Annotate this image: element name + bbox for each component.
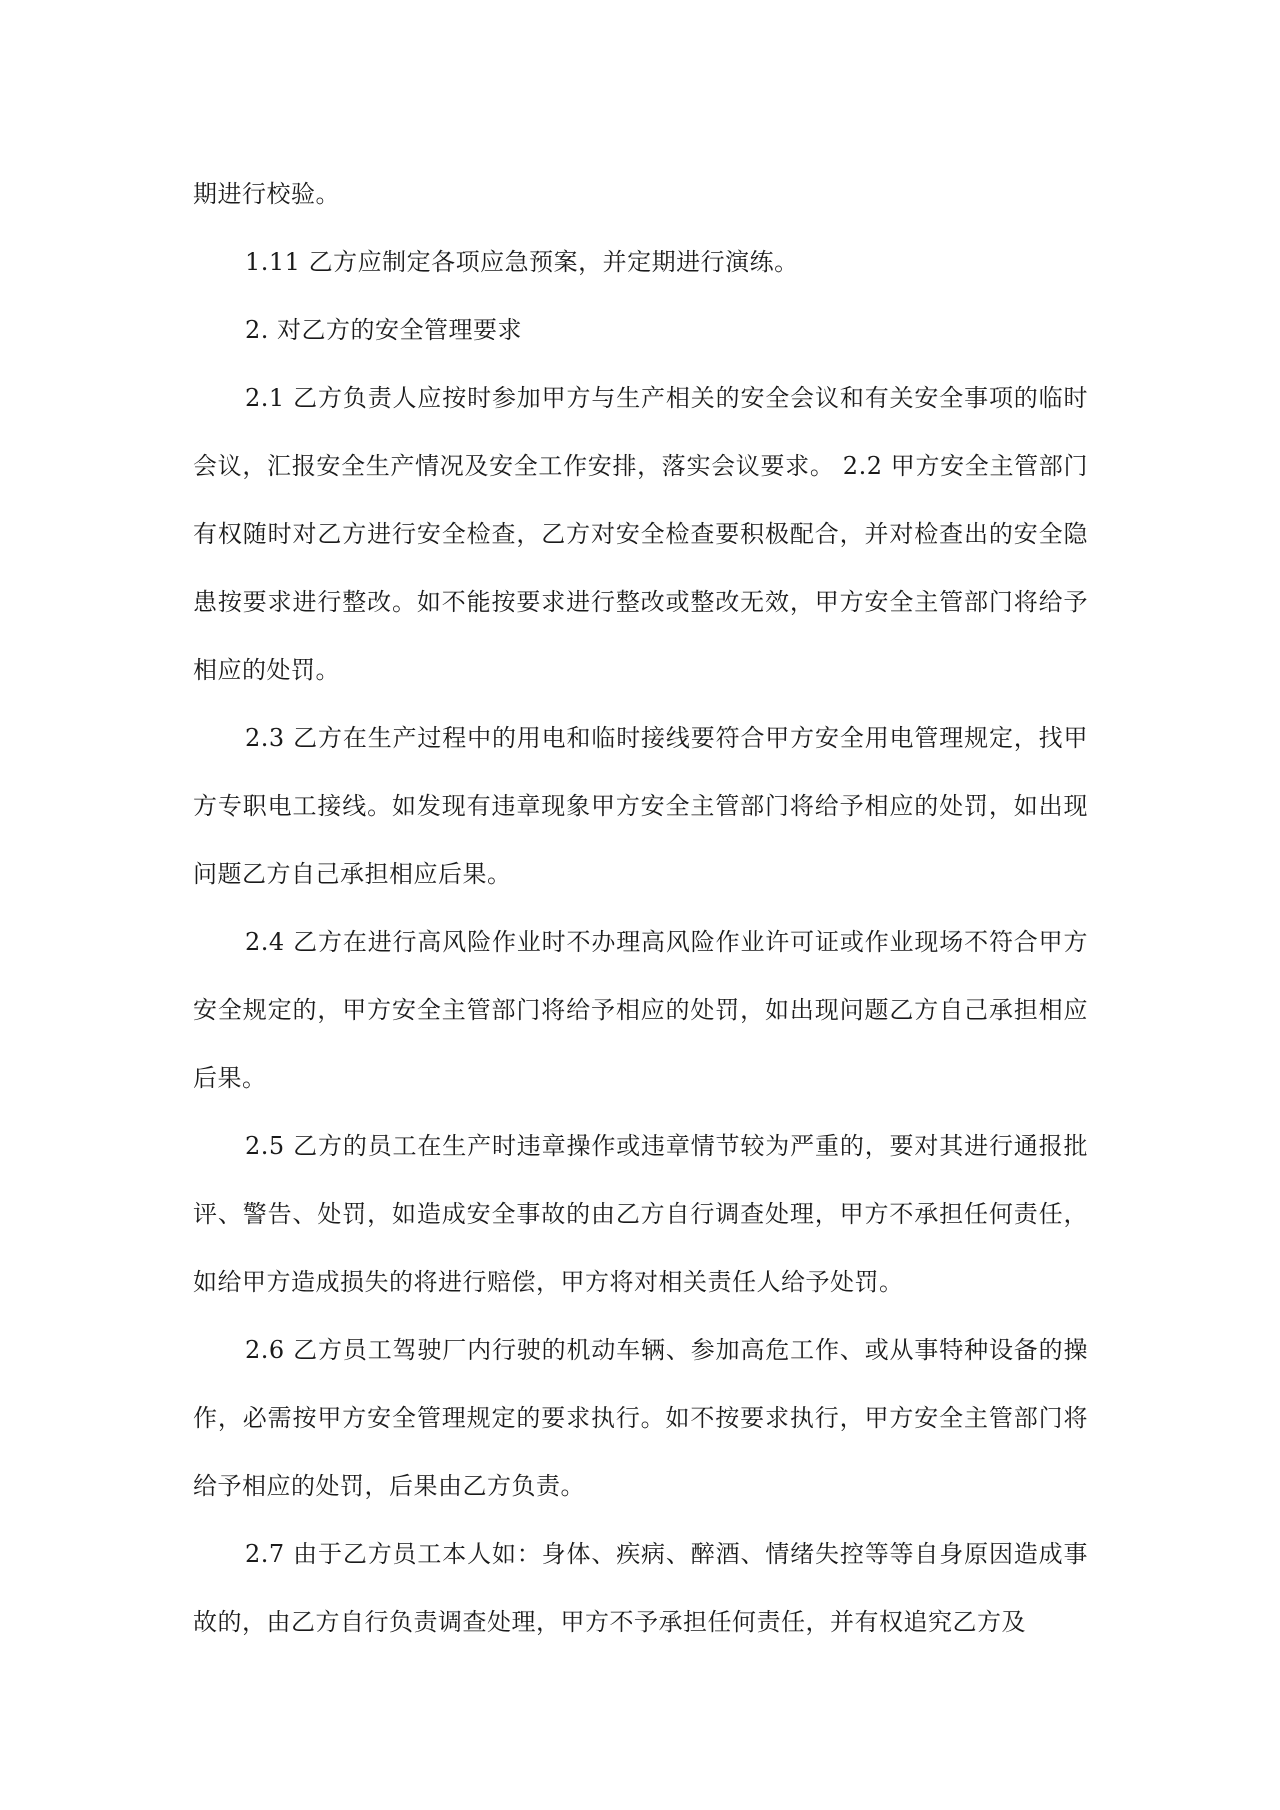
paragraph-2-4: 2.4 乙方在进行高风险作业时不办理高风险作业许可证或作业现场不符合甲方安全规定的，甲方安全主管部门将给予相应的处罚，如出现问题乙方自己承担相应后果。: [193, 928, 1088, 1092]
paragraph-2-6: 2.6 乙方员工驾驶厂内行驶的机动车辆、参加高危工作、或从事特种设备的操作，必需按甲方安全管理规定的要求执行。如不按要求执行，甲方安全主管部门将给予相应的处罚，后果由乙方负责。: [193, 1336, 1088, 1500]
paragraph-2-3: 2.3 乙方在生产过程中的用电和临时接线要符合甲方安全用电管理规定，找甲方专职电工接线。如发现有违章现象甲方安全主管部门将给予相应的处罚，如出现问题乙方自己承担相应后果。: [193, 724, 1088, 888]
paragraph-2-5: 2.5 乙方的员工在生产时违章操作或违章情节较为严重的，要对其进行通报批评、警告、处罚，如造成安全事故的由乙方自行调查处理，甲方不承担任何责任，如给甲方造成损失的将进行赔偿，甲方将对相关责任人给予处罚。: [193, 1132, 1088, 1296]
document-body: [193, 160, 1088, 1656]
paragraph-1-11: 1.11 乙方应制定各项应急预案，并定期进行演练。: [245, 248, 799, 276]
paragraph-2-1: 2.1 乙方负责人应按时参加甲方与生产相关的安全会议和有关安全事项的临时会议，汇报安全生产情况及安全工作安排，落实会议要求。 2.2 甲方安全主管部门有权随时对乙方进行安全检查，乙方对安全检查要积极配合，并对检查出的安全隐患按要求进行整改。如不能按要求进行整改或整改无效，甲方安全主管部门将给予相应的处罚。: [193, 384, 1088, 684]
paragraph-2-7: 2.7 由于乙方员工本人如：身体、疾病、醉酒、情绪失控等等自身原因造成事故的，由乙方自行负责调查处理，甲方不予承担任何责任，并有权追究乙方及: [193, 1540, 1088, 1636]
paragraph-continuation: 期进行校验。: [193, 180, 340, 208]
section-heading-2: 2. 对乙方的安全管理要求: [245, 316, 523, 344]
